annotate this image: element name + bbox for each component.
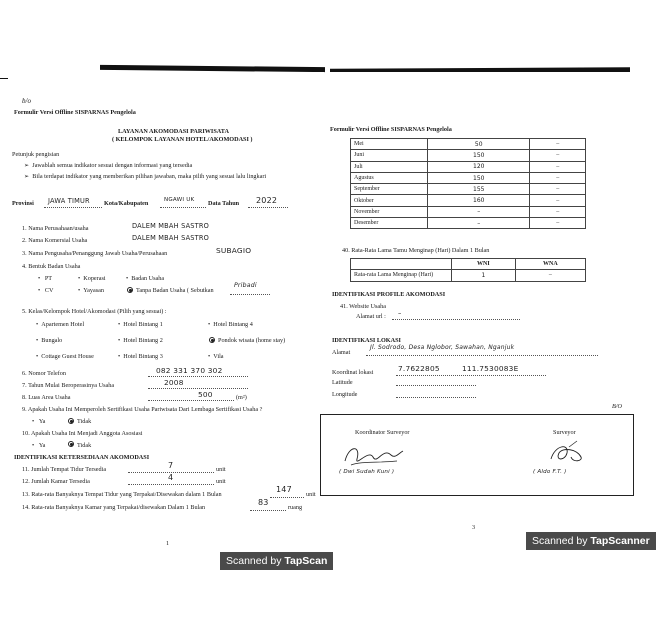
form-title: LAYANAN AKOMODASI PARIWISATA — [118, 128, 229, 135]
wna-header: WNA — [515, 259, 585, 270]
q6-label: 6. Nomor Telefon — [22, 370, 66, 377]
surveyor-label: Surveyor — [553, 429, 576, 436]
stay-wni-value[interactable]: 1 — [452, 270, 516, 281]
kota-value[interactable]: NGAWI UK — [164, 197, 195, 203]
monthly-row — [351, 161, 586, 172]
q14-unit: ruang — [288, 504, 303, 511]
month-label: September — [351, 184, 428, 195]
q12-value[interactable]: 4 — [168, 473, 174, 482]
q40-label: 40. Rata-Rata Lama Tamu Menginap (Hari) Dalam 1 Bulan — [342, 247, 490, 254]
form-header: Formulir Versi Offline SISPARNAS Pengelola — [14, 109, 136, 116]
month-wna-value[interactable]: – — [530, 161, 586, 172]
month-wna-value[interactable]: – — [530, 172, 586, 183]
opt-koperasi[interactable]: • Koperasi — [78, 275, 106, 282]
month-label: Juli — [351, 161, 428, 172]
kelas-bungalo[interactable]: • Bungalo — [36, 337, 63, 344]
kelas-hotel-bintang-1[interactable]: • Hotel Bintang 1 — [118, 321, 163, 328]
longitude-label: Longitude — [332, 391, 358, 398]
tahun-label: Data Tahun — [208, 200, 240, 207]
section-ketersediaan: IDENTIFIKASI KETERSEDIAAN AKOMODASI — [14, 454, 150, 461]
q7-value[interactable]: 2008 — [164, 378, 184, 387]
q13-value[interactable]: 147 — [276, 485, 292, 494]
monthly-row — [351, 195, 586, 206]
monthly-row — [351, 150, 586, 161]
q12-label: 12. Jumlah Kamar Tersedia — [22, 478, 90, 485]
monthly-table — [350, 138, 586, 229]
kelas-apartemen[interactable]: • Apartemen Hotel — [36, 321, 85, 328]
alamat-url-value[interactable]: – — [398, 309, 402, 317]
q11-value[interactable]: 7 — [168, 461, 174, 470]
stay-wna-value[interactable]: – — [515, 270, 585, 281]
monthly-row — [351, 218, 586, 229]
month-wni-value[interactable]: 160 — [428, 195, 530, 206]
month-wni-value[interactable]: 120 — [428, 161, 530, 172]
q41-label: 41. Website Usaha — [340, 303, 386, 310]
q1-label: 1. Nama Perusahaan/usaha — [22, 225, 89, 232]
radio-q10-tidak[interactable] — [68, 441, 74, 447]
kelas-pondok-wisata: Pondok wisata (home stay) — [218, 337, 286, 344]
tahun-value[interactable]: 2022 — [256, 196, 278, 205]
stay-table — [350, 258, 586, 282]
month-label: Juni — [351, 150, 428, 161]
section-profile: IDENTIFIKASI PROFILE AKOMODASI — [332, 291, 446, 298]
opt-yayasan[interactable]: • Yayasan — [78, 287, 104, 294]
q13-unit: unit — [306, 491, 316, 498]
month-label: Desember — [351, 218, 428, 229]
surveyor-signature — [543, 439, 593, 469]
month-wni-value[interactable]: 155 — [428, 184, 530, 195]
q6-value[interactable]: 082 331 370 302 — [156, 366, 223, 375]
q10-label: 10. Apakah Usaha Ini Menjadi Anggota Asosiasi — [22, 430, 143, 437]
q11-label: 11. Jumlah Tempat Tidur Tersedia — [22, 466, 107, 473]
q12-unit: unit — [216, 478, 226, 485]
left-page — [8, 72, 324, 580]
q1-value[interactable]: DALEM MBAH SASTRO — [132, 222, 210, 230]
opt-tanpa-value[interactable]: Pribadi — [234, 282, 257, 289]
corner-note: b/o — [22, 97, 31, 105]
q2-value[interactable]: DALEM MBAH SASTRO — [132, 234, 210, 242]
form-header: Formulir Versi Offline SISPARNAS Pengelola — [330, 126, 452, 133]
form-subtitle: ( KELOMPOK LAYANAN HOTEL/AKOMODASI ) — [112, 136, 253, 143]
q3-value[interactable]: SUBAGIO — [216, 246, 252, 255]
scan-badge-right: Scanned by TapScanner — [526, 532, 656, 550]
page-number: 1 — [166, 540, 170, 547]
month-label: Mei — [351, 139, 428, 150]
corner-note-right: B/O — [612, 403, 622, 410]
q11-unit: unit — [216, 466, 226, 473]
month-wna-value[interactable]: – — [530, 139, 586, 150]
right-page — [326, 72, 636, 534]
koordinat-label: Koordinat lokasi — [332, 369, 374, 376]
opt-tanpa-badan-usaha: Tanpa Badan Usaha ( Sebutkan — [136, 287, 214, 294]
koordinat-value-1[interactable]: 7.7622805 — [398, 364, 440, 373]
opt-badan-usaha[interactable]: • Badan Usaha — [126, 275, 165, 282]
q10-tidak: Tidak — [77, 442, 92, 449]
q4-label: 4. Bentuk Badan Usaha — [22, 263, 81, 270]
month-wni-value[interactable]: 150 — [428, 150, 530, 161]
surveyor-name: ( Aldo F.T. ) — [533, 469, 567, 475]
instructions-heading: Petunjuk pengisian — [12, 151, 60, 158]
q8-unit: (m²) — [236, 394, 247, 401]
q8-value[interactable]: 500 — [198, 390, 213, 399]
radio-pondok-wisata[interactable] — [209, 337, 215, 343]
q14-label: 14. Rata-rata Banyaknya Kamar yang Terpakai/disewakan Dalam 1 Bulan — [22, 504, 206, 511]
monthly-row — [351, 206, 586, 217]
month-wna-value[interactable]: – — [530, 195, 586, 206]
instruction-2: ➢ Bila terdapat indikator yang memberikan pilihan jawaban, maka pilih yang sesuai lalu lingkari — [24, 173, 267, 180]
latitude-label: Latitude — [332, 379, 353, 386]
month-label: Oktober — [351, 195, 428, 206]
kelas-cottage[interactable]: • Cottage Guest House — [36, 353, 94, 360]
q14-value[interactable]: 83 — [258, 498, 269, 507]
provinsi-value[interactable]: JAWA TIMUR — [48, 197, 90, 205]
koordinator-name: ( Dwi Sudah Kuni ) — [339, 469, 395, 475]
section-lokasi: IDENTIFIKASI LOKASI — [332, 337, 401, 344]
q9-label: 9. Apakah Usaha Ini Memperoleh Sertifikasi Usaha Pariwisata Dari Lembaga Sertifikasi Usaha ? — [22, 406, 263, 413]
month-wna-value[interactable]: – — [530, 184, 586, 195]
q7-label: 7. Tahun Mulai Beroperasinya Usaha — [22, 382, 115, 389]
monthly-row — [351, 172, 586, 183]
alamat-label: Alamat — [332, 349, 351, 356]
q3-label: 3. Nama Pengusaha/Penanggung Jawab Usaha/Perusahaan — [22, 250, 168, 257]
koordinator-label: Koordinator Surveyor — [355, 429, 410, 436]
month-wna-value[interactable]: – — [530, 206, 586, 217]
monthly-row — [351, 184, 586, 195]
month-wni-value[interactable]: – — [428, 218, 530, 229]
month-wni-value[interactable]: 50 — [428, 139, 530, 150]
kota-label: Kota/Kabupaten — [104, 200, 149, 207]
q2-label: 2. Nama Komersial Usaha — [22, 237, 88, 244]
koordinat-value-2[interactable]: 111.7530083E — [462, 364, 519, 373]
provinsi-label: Provinsi — [12, 200, 34, 207]
wni-header: WNI — [452, 259, 516, 270]
q5-label: 5. Kelas/Kelompok Hotel/Akomodasi (Pilih yang sesuai) : — [22, 308, 167, 315]
kelas-hotel-bintang-4[interactable]: • Hotel Bintang 4 — [208, 321, 253, 328]
radio-tanpa-badan-usaha[interactable] — [127, 287, 133, 293]
scan-edge-tick — [0, 78, 8, 79]
kelas-vila[interactable]: • Vila — [208, 353, 224, 360]
opt-cv[interactable]: • CV — [38, 287, 54, 294]
alamat-url-label: Alamat url : — [356, 313, 386, 320]
kelas-hotel-bintang-3[interactable]: • Hotel Bintang 3 — [118, 353, 163, 360]
alamat-value[interactable]: Jl. Sodrodo, Desa Nglobor, Sawahan, Nganjuk — [370, 344, 515, 351]
month-wna-value[interactable]: – — [530, 150, 586, 161]
month-wni-value[interactable]: – — [428, 206, 530, 217]
kelas-hotel-bintang-2[interactable]: • Hotel Bintang 2 — [118, 337, 163, 344]
month-label: November — [351, 206, 428, 217]
q10-ya[interactable]: • Ya — [32, 442, 46, 449]
monthly-row — [351, 139, 586, 150]
stay-row-label: Rata-rata Lama Menginap (Hari) — [351, 270, 452, 281]
scan-badge-left: Scanned by TapScan — [220, 552, 333, 570]
month-wni-value[interactable]: 150 — [428, 172, 530, 183]
radio-q9-tidak[interactable] — [68, 418, 74, 424]
q9-tidak: Tidak — [77, 418, 92, 425]
page-number-right: 3 — [472, 524, 476, 531]
month-wna-value[interactable]: – — [530, 218, 586, 229]
q8-label: 8. Luas Area Usaha — [22, 394, 71, 401]
q13-label: 13. Rata-rata Banyaknya Tempat Tidur yang Terpakai/Disewakan dalam 1 Bulan — [22, 491, 222, 498]
opt-pt[interactable]: • PT — [38, 275, 53, 282]
signature-box — [320, 414, 634, 496]
q9-ya[interactable]: • Ya — [32, 418, 46, 425]
month-label: Agustus — [351, 172, 428, 183]
instruction-1: ➢ Jawablah semua indikator sesuai dengan informasi yang tersedia — [24, 162, 193, 169]
